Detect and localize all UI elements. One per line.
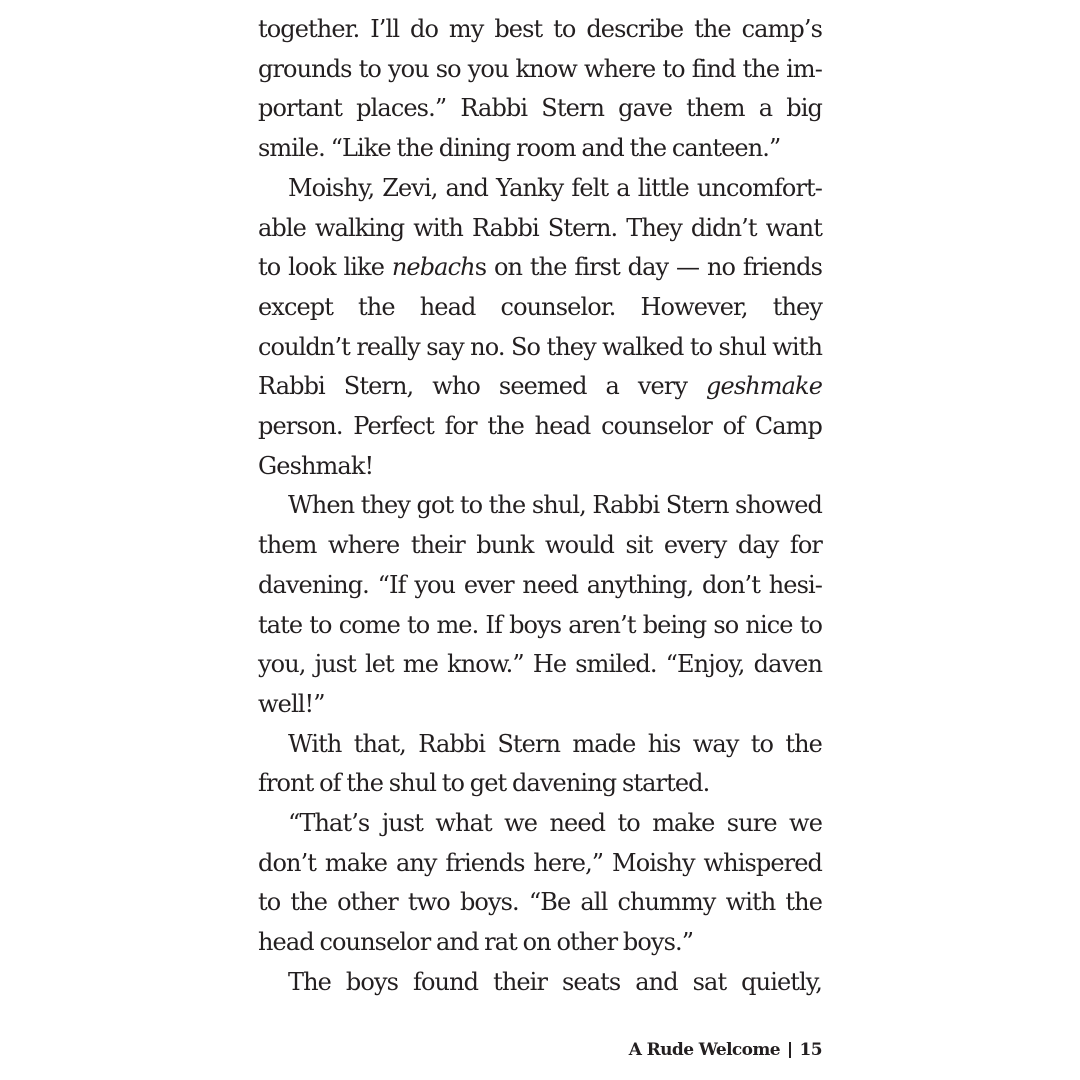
body-text — [258, 10, 822, 1003]
paragraph-1-text: together. I’ll do my best to describe the camp’s grounds to you so you know where to find the im-portant places.” Rabbi Stern gave them a big smile. “Like the dining room and the canteen.” — [258, 15, 822, 163]
paragraph-2-italic-geshmake: geshmake — [706, 372, 822, 401]
paragraph-4-text: With that, Rabbi Stern made his way to the front of the shul to get davening started. — [258, 729, 822, 798]
paragraph-4 — [258, 725, 822, 804]
paragraph-5-text: “That’s just what we need to make sure we don’t make any friends here,” Moishy whispered to the other two boys. “Be all chummy with the head counselor and rat on other boys.” — [258, 809, 822, 957]
paragraph-1 — [258, 10, 822, 169]
paragraph-6 — [258, 963, 822, 1003]
paragraph-2-text-a: Moishy, Zevi, and Yanky felt a little uncomfort-able walking with Rabbi Stern. They didn’t want to look like — [258, 173, 822, 282]
running-footer — [629, 1040, 822, 1060]
paragraph-5 — [258, 804, 822, 963]
paragraph-3 — [258, 486, 822, 724]
paragraph-2 — [258, 169, 822, 487]
footer-divider — [789, 1042, 791, 1058]
chapter-title: A Rude Welcome — [628, 1040, 781, 1060]
paragraph-2-text-b: s on the first day — no friends except the head counselor. However, they couldn’t really say no. So they walked to shul with Rabbi Stern, who seemed a very — [258, 253, 823, 401]
page-number: 15 — [799, 1040, 822, 1060]
paragraph-3-text: When they got to the shul, Rabbi Stern showed them where their bunk would sit every day for davening. “If you ever need anything, don’t hesi-tate to come to me. If boys aren’t being so nice to you, just let me know.” He smiled. “Enjoy, daven well!” — [258, 491, 822, 718]
paragraph-6-text: The boys found their seats and sat quietly, — [288, 967, 822, 996]
paragraph-2-text-c: person. Perfect for the head counselor of Camp Geshmak! — [258, 412, 822, 480]
paragraph-2-italic-nebach: nebach — [391, 253, 475, 282]
